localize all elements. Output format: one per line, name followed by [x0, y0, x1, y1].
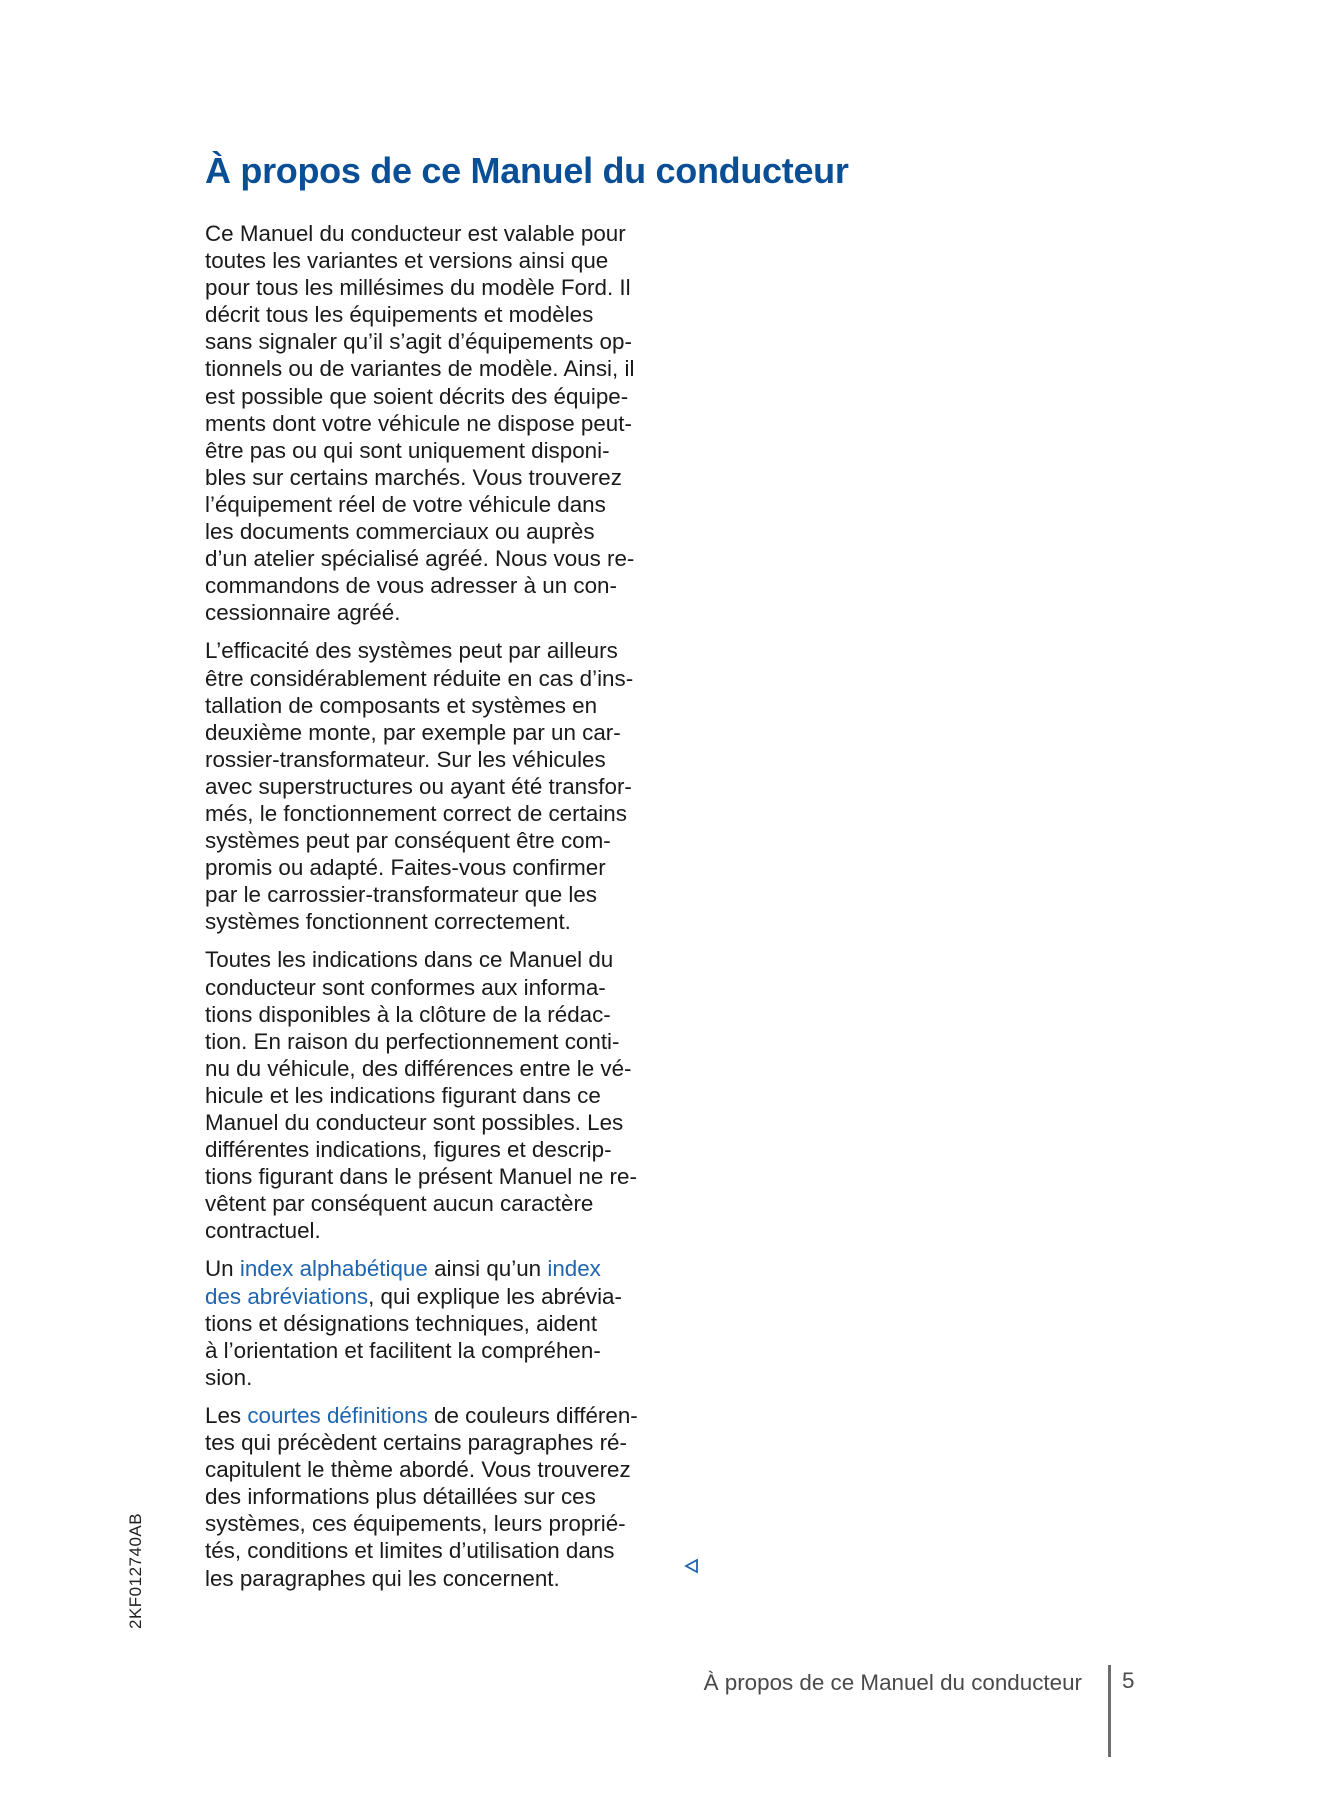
text-line: més, le fonctionnement correct de certains	[205, 800, 627, 826]
text-line: les documents commerciaux ou auprès	[205, 519, 595, 545]
text-line: être considérablement réduite en cas d’ins-	[205, 665, 634, 691]
text-line: systèmes, ces équipements, leurs proprié-	[205, 1511, 626, 1537]
text-line: tions et désignations techniques, aident	[205, 1310, 598, 1336]
link-alphabetical-index[interactable]: index alphabétique	[239, 1256, 428, 1282]
text-line	[205, 1255, 705, 1282]
text-line: être pas ou qui sont uniquement disponi-	[205, 437, 610, 463]
text-line: tes qui précèdent certains paragraphes ré-	[205, 1430, 627, 1456]
text-line: sion.	[205, 1364, 253, 1390]
paragraph-index	[205, 1255, 705, 1390]
paragraph-indications	[205, 946, 705, 1244]
text-line: L’efficacité des systèmes peut par ailleurs	[205, 638, 618, 664]
link-abbreviation-index-part1[interactable]: index	[547, 1256, 601, 1282]
text-line: des informations plus détaillées sur ces	[205, 1484, 596, 1510]
text-line: bles sur certains marchés. Vous trouverez	[205, 464, 622, 490]
text-line: Manuel du conducteur sont possibles. Les	[205, 1110, 624, 1135]
text-line: toutes les variantes et versions ainsi que	[205, 248, 609, 274]
text-fragment: ainsi qu’un	[427, 1256, 548, 1282]
text-line: est possible que soient décrits des équipe-	[205, 383, 629, 409]
text-line: tallation de composants et systèmes en	[205, 692, 598, 718]
text-line: commandons de vous adresser à un con-	[205, 573, 617, 599]
text-line: Ce Manuel du conducteur est valable pour	[205, 221, 626, 246]
text-line: tions disponibles à la clôture de la rédac-	[205, 1001, 611, 1027]
body-text	[205, 220, 705, 1603]
text-line	[205, 1283, 705, 1310]
text-line: systèmes fonctionnent correctement.	[205, 909, 571, 935]
paragraph-validity	[205, 220, 705, 626]
page-title: À propos de ce Manuel du conducteur	[205, 150, 849, 191]
text-line: pour tous les millésimes du modèle Ford. Il	[205, 275, 631, 301]
footer-divider	[1108, 1665, 1111, 1757]
text-line: ments dont votre véhicule ne dispose peut-	[205, 410, 632, 436]
page-number: 5	[1122, 1668, 1135, 1693]
text-line: cessionnaire agréé.	[205, 600, 401, 626]
text-line: l’équipement réel de votre véhicule dans	[205, 491, 606, 517]
text-line: vêtent par conséquent aucun caractère	[205, 1191, 594, 1217]
text-line: promis ou adapté. Faites-vous confirmer	[205, 855, 606, 881]
text-line: deuxième monte, par exemple par un car-	[205, 719, 621, 745]
text-fragment: Les	[205, 1402, 248, 1428]
text-line: avec superstructures ou ayant été transfor-	[205, 773, 632, 799]
text-line: conducteur sont conformes aux informa-	[205, 974, 606, 1000]
text-line: les paragraphes qui les concernent.	[205, 1565, 560, 1591]
text-line: contractuel.	[205, 1218, 321, 1244]
text-line: d’un atelier spécialisé agréé. Nous vous re-	[205, 546, 635, 572]
paragraph-short-definitions	[205, 1402, 705, 1592]
paragraph-efficiency	[205, 637, 705, 935]
footer-section-title: À propos de ce Manuel du conducteur	[703, 1670, 1082, 1695]
text-line: sans signaler qu’il s’agit d’équipements op-	[205, 329, 632, 355]
text-line: rossier-transformateur. Sur les véhicules	[205, 746, 606, 772]
text-fragment: de couleurs différen-	[427, 1402, 638, 1428]
text-line: par le carrossier-transformateur que les	[205, 882, 597, 908]
text-fragment: , qui explique les abrévia-	[368, 1283, 622, 1309]
text-line: tions figurant dans le présent Manuel ne re-	[205, 1164, 637, 1190]
link-abbreviation-index-part2[interactable]: des abréviations	[205, 1283, 369, 1309]
text-line: hicule et les indications figurant dans ce	[205, 1082, 601, 1108]
reference-code: 2KF012740AB	[126, 1512, 145, 1629]
text-line: tion. En raison du perfectionnement conti-	[205, 1028, 620, 1054]
text-fragment: Un	[205, 1256, 240, 1282]
text-line: systèmes peut par conséquent être com-	[205, 828, 611, 854]
text-line: tés, conditions et limites d’utilisation dans	[205, 1538, 615, 1564]
text-line: Toutes les indications dans ce Manuel du	[205, 947, 614, 973]
text-line: capitulent le thème abordé. Vous trouverez	[205, 1457, 631, 1483]
text-line	[205, 1402, 705, 1429]
left-triangle-icon	[683, 1557, 701, 1575]
link-short-definitions[interactable]: courtes définitions	[247, 1402, 428, 1428]
text-line: décrit tous les équipements et modèles	[205, 302, 594, 328]
text-line: différentes indications, figures et descrip-	[205, 1137, 612, 1163]
text-line: à l’orientation et facilitent la compréhen-	[205, 1337, 601, 1363]
text-line: tionnels ou de variantes de modèle. Ainsi, il	[205, 356, 635, 382]
text-line: nu du véhicule, des différences entre le vé-	[205, 1055, 632, 1081]
